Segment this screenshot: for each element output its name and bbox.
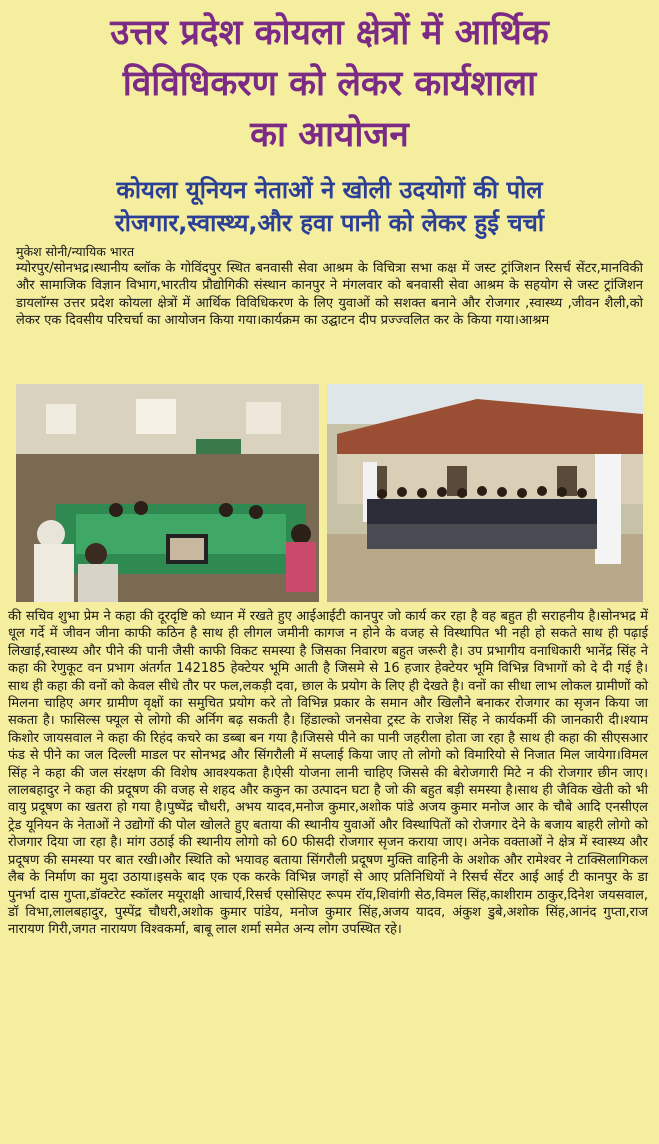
subhead-line: कोयला यूनियन नेताओं ने खोली उदयोगों की पोल — [116, 176, 543, 204]
headline-line: का आयोजन — [250, 115, 409, 155]
subhead-line: रोजगार,स्वास्थ्य,और हवा पानी को लेकर हुई चर्चा — [114, 209, 545, 237]
photo-meeting-hall — [16, 384, 319, 602]
byline: मुकेश सोनी/न्यायिक भारत — [16, 244, 135, 259]
meeting-hall-illustration — [16, 384, 319, 602]
headline-line: उत्तर प्रदेश कोयला क्षेत्रों में आर्थिक — [110, 13, 549, 53]
article-paragraph-intro: म्योरपुर/सोनभद्र।स्थानीय ब्लॉक के गोविंदपुर स्थित बनवासी सेवा आश्रम के विचित्रा सभा कक्ष में जस्ट ट्रांजिशन रिसर्च सेंटर,मानविकी और सामाजिक विज्ञान विभाग,भारतीय प्रौद्योगिकी संस्थान कानपुर ने मंगलवार को बनवासी सेवा आश्रम के सहयोग से जस्ट ट्रांजिशन डायलॉग्स उत्तर प्रदेश कोयला क्षेत्रों में आर्थिक विविधिकरण के लिए युवाओं को सशक्त बनाने और रोजगार ,स्वास्थ्य ,जीवन शैली,को लेकर एक दिवसीय परिचर्चा का आयोजन किया गया।कार्यक्रम का उद्घाटन दीप प्रज्ज्वलित कर के किया गया।आश्रम — [16, 261, 643, 329]
headline — [8, 8, 651, 161]
group-photo-illustration — [327, 384, 643, 602]
article-paragraph-main: की सचिव शुभा प्रेम ने कहा की दूरदृष्टि को ध्यान में रखते हुए आईआईटी कानपुर जो कार्य कर रहा है वह बहुत ही सराहनीय है।सोनभद्र में धूल गर्दे में जीवन जीना काफी कठिन है साथ ही लीगल जमीनी कागज न होने के वजह से विस्थापित भी नही हो सकते साथ ही पढ़ाई लिखाई,स्वास्थ्य और पीने की पानी जैसी काफी विकट समस्या है जिसका निवारण बहुत जरूरी है। उप प्रभागीय वनाधिकारी भानेंद्र सिंह ने कहा की रेणुकूट वन प्रभाग अंतर्गत 142185 हेक्टेयर भूमि आती है जिसमे से 16 हजार हेक्टेयर भूमि विभिन्न विभागों को दे दी गई है।साथ ही कहा की वनों को केवल सीधे तौर पर फल,लकड़ी दवा, छाल के प्रयोग के लिए ही देखते है। वनों का सीधा लाभ लोकल ग्रामीणों को मिलना चाहिए अगर ग्रामीण वृक्षों का समुचित प्रयोग करे तो विभिन्न प्रकार के समान और खिलौने बनाकर रोजगार का सृजन किया जा सकता है। फासिल्स फ्यूल से लोगो की अर्निग बढ़ सकती है। हिंडाल्को जनसेवा ट्रस्ट के राजेश सिंह ने कार्यकर्मी की जानकारी दी।श्याम किशोर जायसवाल ने कहा की रिहंद कचरे का डब्बा बन गया है।जिससे पीने का पानी जहरीला होता जा रहा है साथ ही कहा की सीएसआर फंड से पीने का जल दिल्ली माडल पर सोनभद्र और सिंगरौली में सप्लाई किया जाए तो लोगो को विमारियो से निजात मिल जायेगा।विमल सिंह ने कहा की जल संरक्षण की विशेष आवश्यकता है।ऐसी योजना लानी चाहिए जिससे की बेरोजगारी मिटे न की रोजगार छीन जाए।लालबहादुर ने कहा की प्रदूषण की वजह से शहद और ककुन का उत्पादन घटा है जो की बहुत बड़ी समस्या है।साथ ही जैविक खेती को भी वायु प्रदूषण का खतरा हो गया है।पुष्पेंद्र चौधरी, अभय यादव,मनोज कुमार,अशोक पांडे अजय कुमार मनोज आर के चौबे आदि एनसीएल ट्रेड यूनियन के नेताओं ने उद्योगों की पोल खोलते हुए बताया की स्थानीय युवाओं और विस्थापितों को रोजगार देने के बजाय बाहरी लोगो को रोजगार दिया जा रहा है। मांग उठाई की स्थानीय लोगो को 60 फीसदी रोजगार सृजन कराया जाए। अनेक वक्ताओं ने क्षेत्र में स्वास्थ्य और प्रदूषण की समस्या पर बात रखी।और स्थिति को भयावह बताया सिंगरौली प्रदूषण मुक्ति वाहिनी के अशोक और रामेश्वर ने टाक्सिलागिकल लैब के निर्माण का मुदा उठाया।इसके बाद एक एक करके विभिन्न जगहों से आए प्रतिनिधियों ने रिसर्च सेंटर आई आई टी कानपुर के डा पुनर्भा दास गुप्ता,डॉक्टरेट स्कॉलर मयूराक्षी आचार्य,रिसर्च एसोसिएट रूपम रॉय,शिवांगी सेठ,विमल सिंह,काशीराम ठाकुर,दिनेश जयसवाल, डॉ विभा,लालबहादुर, पुस्पेंद्र चौधरी,अशोक कुमार पांडेय, मनोज कुमार सिंह,अजय यादव, अंकुश डुबे,अशोक सिंह,आनंद गुप्ता,राज नारायण गिरी,जगत नारायण विश्वकर्मा, बाबू लाल शर्मा समेत अन्य लोग उपस्थित रहे। — [8, 609, 648, 938]
photo-group-outdoors — [327, 384, 643, 602]
headline-line: विविधिकरण को लेकर कार्यशाला — [122, 64, 537, 104]
subheadline — [8, 174, 651, 240]
